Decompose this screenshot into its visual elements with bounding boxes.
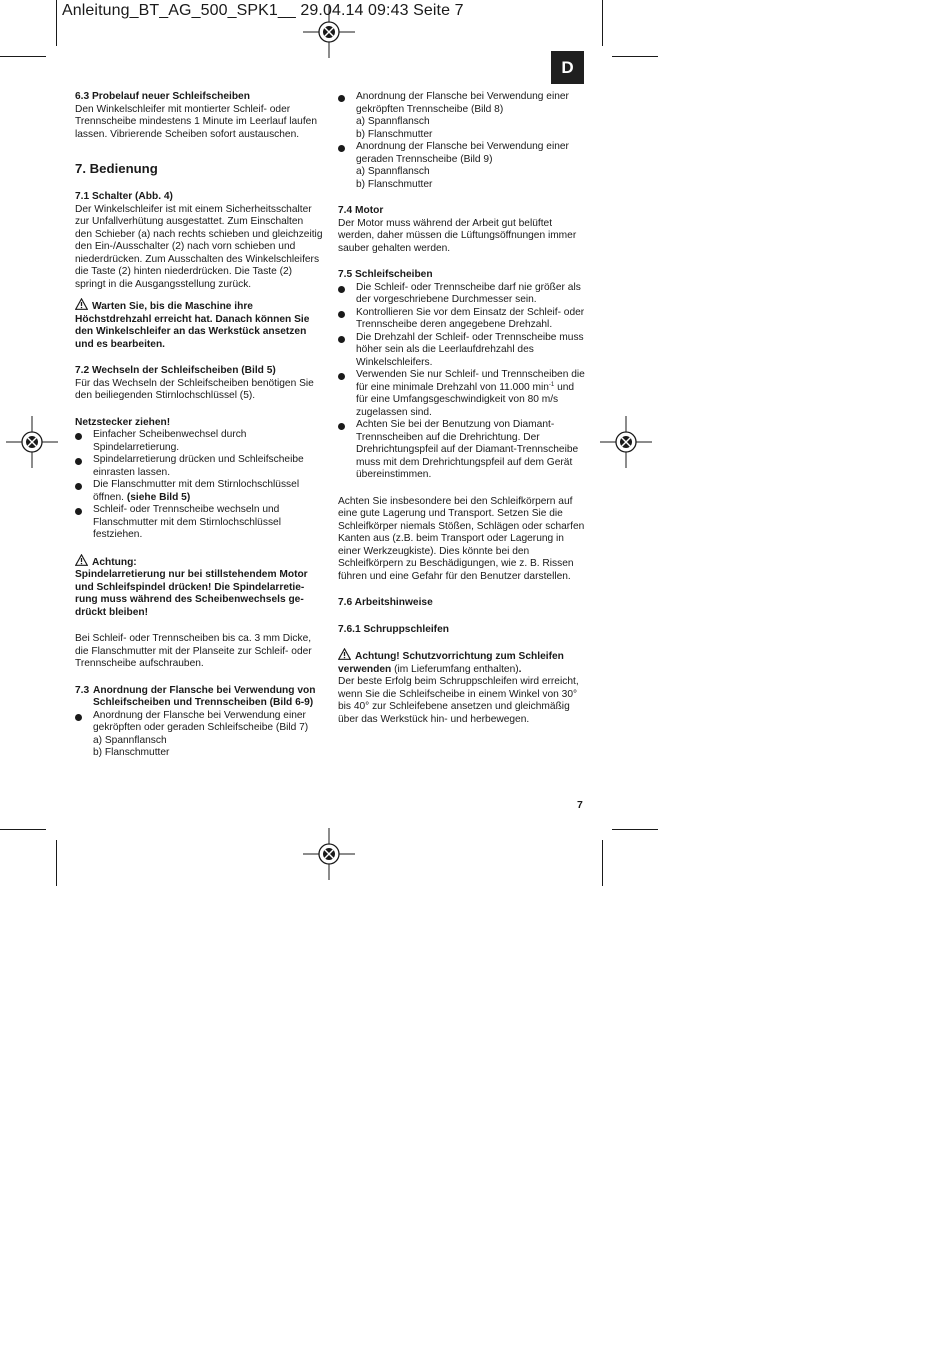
paragraph: Für das Wechseln der Schleifscheiben benötigen Sie den beiliegenden Stirnlochschlüssel (5). (75, 377, 314, 401)
bullet-list (338, 282, 588, 482)
paragraph: Der Motor muss während der Arbeit gut belüftet werden, daher müssen die Lüftungsöffnungen immer sauber gehalten werden. (338, 217, 577, 254)
subheading: Netzstecker ziehen! (75, 416, 171, 428)
bullet-icon (338, 336, 345, 343)
bullet-icon (75, 458, 82, 465)
bullet-icon (338, 373, 345, 380)
paragraph: Der Winkelschleifer ist mit einem Sicherheitsschalter zur Unfallverhütung ausgestattet. Zum Einschalten den Schieber (a) nach rechts schieben und gleichzeitig den Ein-/Ausschalter (2) nach vorn schieben und niederdrücken. Zum Ausschalten des Winkelschleifers die Taste (2) hinten niederdrücken. Die Taste (2) springt in die Ausgangsstellung zurück. (75, 203, 323, 290)
list-item: Schleif- oder Trennscheibe wechseln und Flanschmutter mit dem Stirnlochschlüssel festziehen. (75, 504, 323, 542)
language-tab: D (551, 51, 584, 84)
registration-mark-icon (303, 828, 355, 880)
list-item: Anordnung der Flansche bei Verwendung einer gekröpften Trennscheibe (Bild 8) a) Spannflansch b) Flanschmutter (338, 91, 588, 141)
list-item: Verwenden Sie nur Schleif- und Trennscheiben die für eine minimale Drehzahl von 11.000 $\min^{-1}$ und für eine Umfangsgeschwindigkeit von 80 m/s zugelassen sind. (338, 369, 588, 419)
warning-note: Achtung! Schutzvorrichtung zum Schleifen verwenden (im Lieferumfang enthalten). (338, 648, 588, 676)
paragraph: Achten Sie insbesondere bei den Schleifkörpern auf eine gute Lagerung und Transport. Setzen Sie die Schleifkörper niemals Stößen, Schlägen oder scharfen Kanten aus (z.B. beim Transport oder Lagerung in einer Werkzeugkiste). Dies könnte bei den Schleifkörpern zu Beschädigungen, wie z. B. Rissen führen und eine Gefahr für den Benutzer darstellen. (338, 495, 585, 582)
section-heading: 7.5 Schleifscheiben (338, 269, 433, 280)
bullet-icon (338, 311, 345, 318)
section-number: 7.3 (75, 684, 90, 696)
left-column (75, 91, 323, 760)
section-heading: 7.6.1 Schruppschleifen (338, 623, 449, 635)
crop-mark (602, 0, 603, 46)
warning-text: Spindelarretierung nur bei stillstehendem Motor und Schleifspindel drücken! Die Spindelarretie-rung muss während des Scheibenwechsels ge-drückt bleiben! (75, 569, 308, 618)
warning-note (75, 298, 323, 351)
bullet-list (75, 710, 323, 760)
registration-mark-icon (303, 6, 355, 58)
section-heading: 6.3 Probelauf neuer Schleifscheiben (75, 91, 250, 102)
section-heading: 7.1 Schalter (Abb. 4) (75, 191, 173, 202)
list-item: Die Schleif- oder Trennscheibe darf nie größer als der vorgeschriebene Durchmesser sein. (338, 282, 588, 307)
list-item: Einfacher Scheibenwechsel durch Spindelarretierung. (75, 429, 323, 454)
list-item: Anordnung der Flansche bei Verwendung einer geraden Trennscheibe (Bild 9) a) Spannflansch b) Flanschmutter (338, 141, 588, 191)
paragraph: Den Winkelschleifer mit montierter Schleif- oder Trennscheibe mindestens 1 Minute im Leerlauf laufen lassen. Vibrierende Scheiben sofort austauschen. (75, 103, 317, 140)
list-item: Die Drehzahl der Schleif- oder Trennscheibe muss höher sein als die Leerlaufdrehzahl des Winkelschleifers. (338, 332, 588, 370)
crop-mark (56, 840, 57, 886)
right-column (338, 91, 588, 726)
warning-label: Achtung: (75, 554, 323, 570)
list-item: Spindelarretierung drücken und Schleifscheibe einrasten lassen. (75, 454, 323, 479)
chapter-heading: 7. Bedienung (75, 161, 158, 176)
bullet-list (75, 429, 323, 542)
paragraph: Der beste Erfolg beim Schruppschleifen wird erreicht, wenn Sie die Schleifscheibe in einem Winkel von 30° bis 40° zur Schleifebene ansetzen und gleichmäßig über das Werkstück hin- und herbewegen. (338, 676, 579, 725)
print-slug: Anleitung_BT_AG_500_SPK1__ 29.04.14 09:43 Seite 7 (62, 2, 464, 19)
crop-mark (612, 56, 658, 57)
section-heading: 7.2 Wechseln der Schleifscheiben (Bild 5) (75, 365, 276, 376)
list-item: Anordnung der Flansche bei Verwendung einer gekröpften oder geraden Schleifscheibe (Bild 7) a) Spannflansch b) Flanschmutter (75, 710, 323, 760)
section-heading: 7.6 Arbeitshinweise (338, 597, 433, 608)
registration-mark-icon (600, 416, 652, 468)
bullet-icon (75, 483, 82, 490)
section-heading: 7.3 Anordnung der Flansche bei Verwendung von Schleifscheiben und Trennscheiben (Bild 6-9) (75, 684, 316, 708)
bullet-icon (338, 95, 345, 102)
bullet-list (338, 91, 588, 191)
bullet-icon (338, 286, 345, 293)
page-number: 7 (577, 799, 583, 811)
section-heading: 7.4 Motor (338, 205, 384, 216)
crop-mark (0, 56, 46, 57)
crop-mark (0, 829, 46, 830)
bullet-icon (338, 423, 345, 430)
list-item: Die Flanschmutter mit dem Stirnlochschlüssel öffnen. (siehe Bild 5) (75, 479, 323, 504)
warning-triangle-icon (75, 298, 88, 310)
registration-mark-icon (6, 416, 58, 468)
warning-triangle-icon (75, 554, 88, 566)
crop-mark (56, 0, 57, 46)
paragraph: Bei Schleif- oder Trennscheiben bis ca. 3 mm Dicke, die Flanschmutter mit der Planseite zur Schleif- oder Trennscheibe aufschrauben. (75, 633, 312, 669)
bullet-icon (75, 508, 82, 515)
bullet-icon (75, 714, 82, 721)
warning-triangle-icon (338, 648, 351, 660)
bullet-icon (338, 145, 345, 152)
bullet-icon (75, 433, 82, 440)
warning-text: Warten Sie, bis die Maschine ihre Höchstdrehzahl erreicht hat. Danach können Sie den Winkelschleifer an das Werkstück ansetzen und es bearbeiten. (75, 301, 310, 350)
list-item: Achten Sie bei der Benutzung von Diamant-Trennscheiben auf die Drehrichtung. Der Drehrichtungspfeil auf der Diamant-Trennscheibe muss mit dem Drehrichtungspfeil auf dem Gerät übereinstimmen. (338, 419, 588, 482)
crop-mark (612, 829, 658, 830)
list-item: Kontrollieren Sie vor dem Einsatz der Schleif- oder Trennscheibe deren angegebene Drehzahl. (338, 307, 588, 332)
crop-mark (602, 840, 603, 886)
